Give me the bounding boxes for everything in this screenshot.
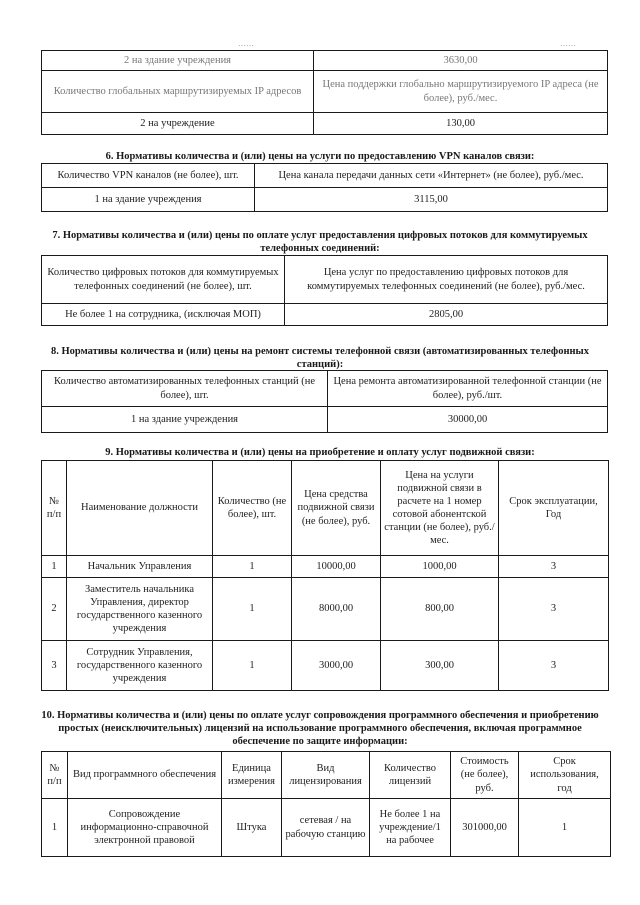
table-cell: 301000,00 — [451, 799, 519, 857]
table-cell: 30000,00 — [328, 407, 608, 433]
table-header-row — [42, 461, 609, 556]
table-cell: Начальник Управления — [67, 556, 213, 578]
table-row — [42, 113, 608, 135]
table-cell: 130,00 — [314, 113, 608, 135]
table-cell: сетевая / на рабочую станцию — [282, 799, 370, 857]
table-cell: 2805,00 — [285, 304, 608, 326]
section-9-heading: 9. Нормативы количества и (или) цены на приобретение и оплату услуг подвижной связи: — [105, 447, 535, 458]
table-cell: 3 — [42, 641, 67, 691]
table-cell: 1 на здание учреждения — [42, 188, 255, 212]
table-cell: Сопровождение информационно-справочной электронной правовой — [68, 799, 222, 857]
column-header: Срок эксплуатации, Год — [499, 461, 609, 556]
column-header: Единица измерения — [222, 752, 282, 799]
table-cell: 1 — [42, 799, 68, 857]
table-cell: 3000,00 — [292, 641, 381, 691]
table-row — [42, 799, 611, 857]
table-cell: 1 — [42, 556, 67, 578]
column-header: Вид лицензирования — [282, 752, 370, 799]
section-10-heading: 10. Нормативы количества и (или) цены по оплате услуг сопровождения программного обеспечения и приобретению простых (неисключительных) лицензий на использование программного обеспечения, включая программное обеспечение по защите информации: — [41, 710, 599, 748]
table-header-row — [42, 752, 611, 799]
column-header: Стоимость (не более), руб. — [451, 752, 519, 799]
column-header: Цена поддержки глобально маршрутизируемого IP адреса (не более), руб./мес. — [314, 71, 608, 113]
table-row — [42, 304, 608, 326]
column-header: Срок использования, год — [519, 752, 611, 799]
table-cell: Не более 1 на учреждение/1 на рабочее — [370, 799, 451, 857]
table-cell: 1 — [519, 799, 611, 857]
mobile-communication-table — [41, 460, 609, 691]
column-header: Вид программного обеспечения — [68, 752, 222, 799]
column-header: Цена на услуги подвижной связи в расчете на 1 номер сотовой абонентской станции (не более), руб./мес. — [381, 461, 499, 556]
table-row — [42, 578, 609, 641]
table-cell: Сотрудник Управления, государственного казенного учреждения — [67, 641, 213, 691]
table-cell: 3 — [499, 556, 609, 578]
table-header-row — [42, 164, 608, 188]
table-cell: 1000,00 — [381, 556, 499, 578]
table-row — [42, 641, 609, 691]
table-cell: 300,00 — [381, 641, 499, 691]
table-cell: 1 — [213, 641, 292, 691]
table-cell: 3115,00 — [255, 188, 608, 212]
section-6-heading: 6. Нормативы количества и (или) цены на услуги по предоставлению VPN каналов связи: — [105, 151, 535, 162]
table-row — [42, 188, 608, 212]
ip-address-table — [41, 50, 608, 135]
column-header: № п/п — [42, 752, 68, 799]
table-cell: 2 на здание учреждения — [42, 51, 314, 71]
table-cell: 3 — [499, 641, 609, 691]
column-header: Количество цифровых потоков для коммутируемых телефонных соединений (не более), шт. — [42, 256, 285, 304]
column-header: № п/п — [42, 461, 67, 556]
table-cell: 1 — [213, 556, 292, 578]
table-cell: 2 — [42, 578, 67, 641]
table-cell: 10000,00 — [292, 556, 381, 578]
table-cell: Штука — [222, 799, 282, 857]
table-row — [42, 407, 608, 433]
table-row — [42, 556, 609, 578]
table-cell: 1 на здание учреждения — [42, 407, 328, 433]
top-fragment-left: …… — [238, 39, 254, 48]
vpn-table — [41, 163, 608, 212]
table-cell: Заместитель начальника Управления, директор государственного казенного учреждения — [67, 578, 213, 641]
section-7-heading: 7. Нормативы количества и (или) цены по оплате услуг предоставления цифровых потоков для коммутируемых телефонных соединений: — [52, 230, 588, 255]
column-header: Количество лицензий — [370, 752, 451, 799]
digital-streams-table — [41, 255, 608, 326]
software-licenses-table — [41, 751, 611, 857]
table-cell: 3 — [499, 578, 609, 641]
column-header: Цена ремонта автоматизированной телефонной станции (не более), руб./шт. — [328, 371, 608, 407]
table-header-row — [42, 256, 608, 304]
table-cell: Не более 1 на сотрудника, (исключая МОП) — [42, 304, 285, 326]
table-header-row — [42, 71, 608, 113]
table-header-row — [42, 371, 608, 407]
pbx-repair-table — [41, 370, 608, 433]
top-fragment-right: …… — [560, 39, 576, 48]
column-header: Количество (не более), шт. — [213, 461, 292, 556]
column-header: Цена канала передачи данных сети «Интернет» (не более), руб./мес. — [255, 164, 608, 188]
table-cell: 2 на учреждение — [42, 113, 314, 135]
column-header: Количество автоматизированных телефонных станций (не более), шт. — [42, 371, 328, 407]
column-header: Наименование должности — [67, 461, 213, 556]
table-cell: 1 — [213, 578, 292, 641]
table-cell: 800,00 — [381, 578, 499, 641]
column-header: Цена услуг по предоставлению цифровых потоков для коммутируемых телефонных соединений (не более), руб./мес. — [285, 256, 608, 304]
table-cell: 3630,00 — [314, 51, 608, 71]
section-8-heading: 8. Нормативы количества и (или) цены на ремонт системы телефонной связи (автоматизированных телефонных станций): — [51, 346, 589, 371]
column-header: Количество глобальных маршрутизируемых IP адресов — [42, 71, 314, 113]
column-header: Цена средства подвижной связи (не более), руб. — [292, 461, 381, 556]
column-header: Количество VPN каналов (не более), шт. — [42, 164, 255, 188]
table-row — [42, 51, 608, 71]
table-cell: 8000,00 — [292, 578, 381, 641]
